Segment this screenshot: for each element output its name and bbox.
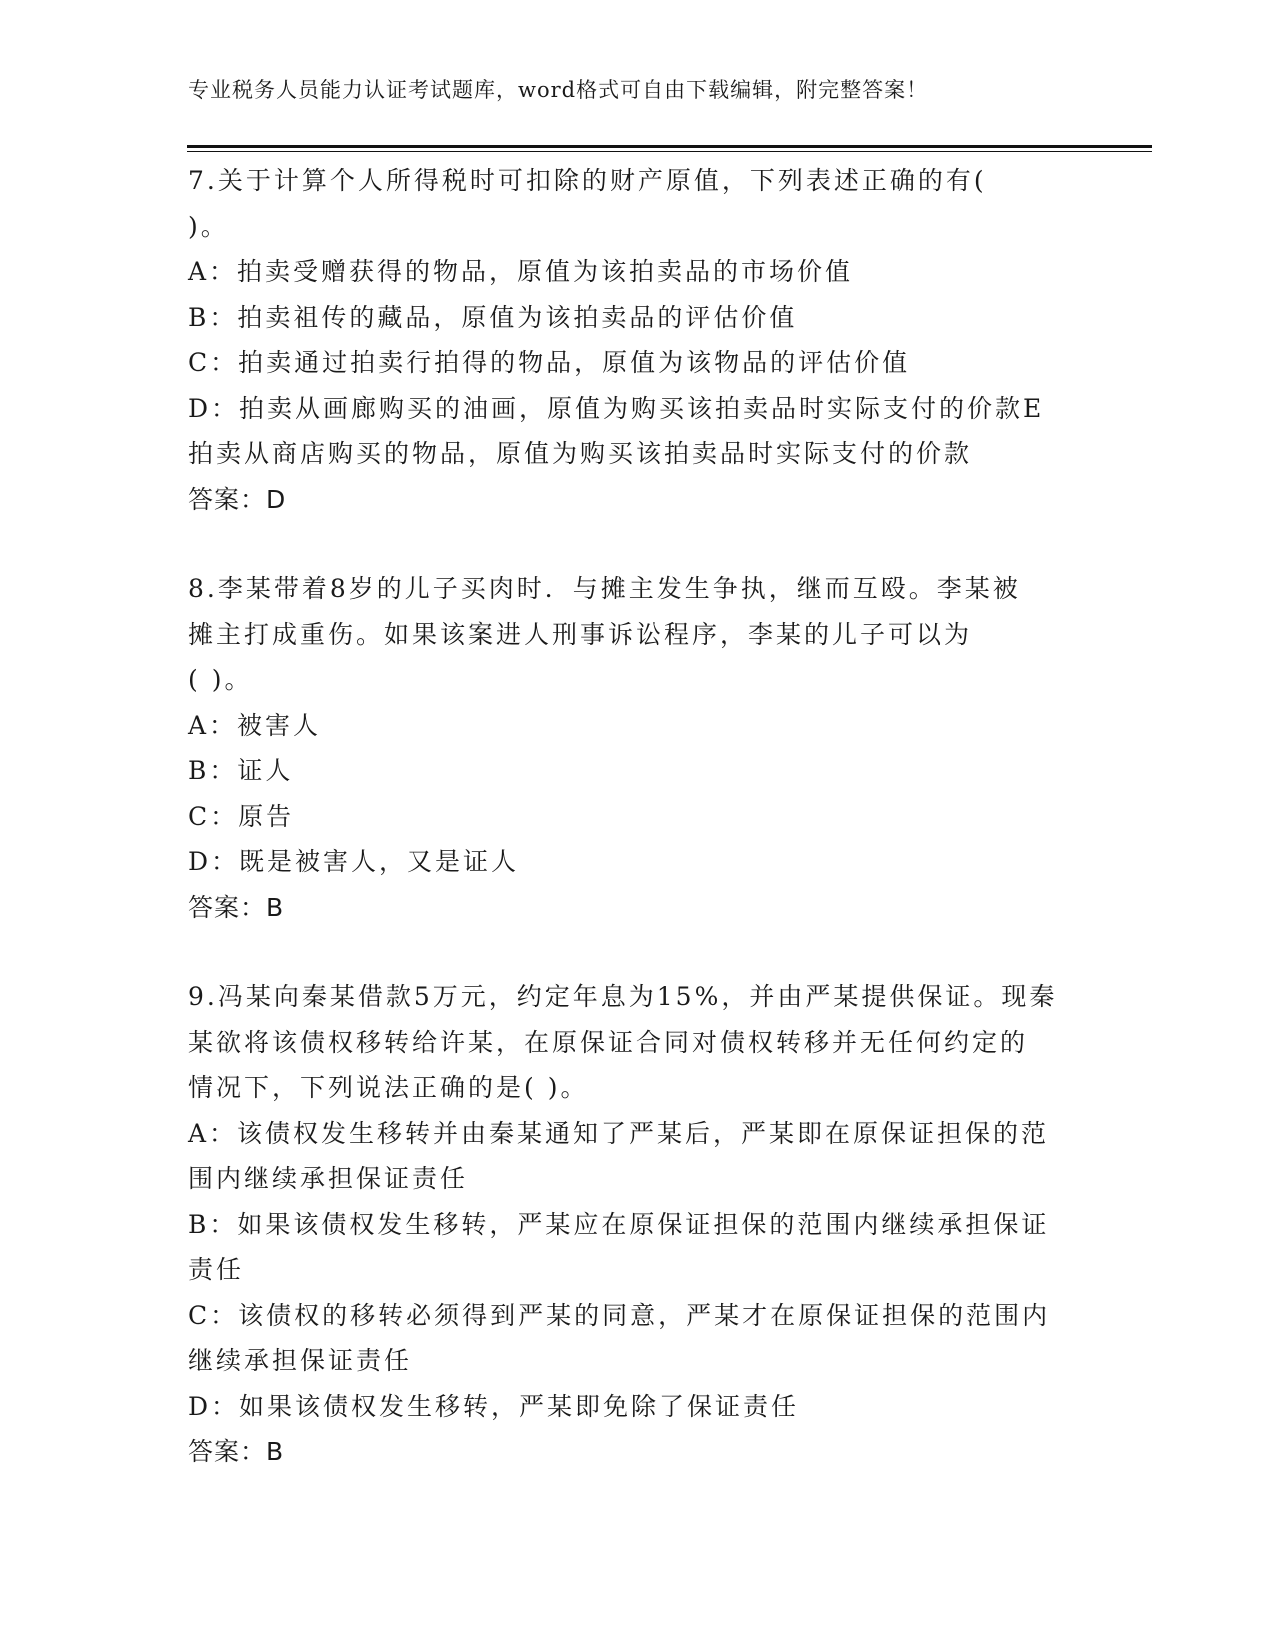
- question-spacer: [188, 522, 1088, 566]
- answer-label: 答案：B: [188, 892, 285, 922]
- question-spacer: [188, 930, 1088, 974]
- question-stem-line: 情况下，下列说法正确的是( )。: [188, 1073, 589, 1102]
- option-a-continued: 围内继续承担保证责任: [188, 1164, 469, 1193]
- question-stem-line: 8.李某带着8岁的儿子买肉时．与摊主发生争执，继而互殴。李某被: [188, 574, 1021, 603]
- option-a: A：拍卖受赠获得的物品，原值为该拍卖品的市场价值: [188, 257, 854, 286]
- option-d: D：既是被害人，又是证人: [188, 847, 520, 876]
- question-9: [188, 974, 1088, 1475]
- question-list: [188, 158, 1088, 1475]
- option-a: A：该债权发生移转并由秦某通知了严某后，严某即在原保证担保的范: [188, 1118, 1050, 1148]
- option-d: D：如果该债权发生移转，严某即免除了保证责任: [188, 1391, 800, 1421]
- option-b: B：如果该债权发生移转，严某应在原保证担保的范围内继续承担保证: [188, 1209, 1050, 1239]
- question-stem-line: 摊主打成重伤。如果该案进人刑事诉讼程序，李某的儿子可以为: [188, 619, 973, 649]
- question-stem-line: 9.冯某向秦某借款5万元，约定年息为15%，并由严某提供保证。现秦: [188, 982, 1058, 1011]
- question-8: [188, 566, 1088, 930]
- option-d: D：拍卖从画廊购买的油画，原值为购买该拍卖品时实际支付的价款E: [188, 393, 1045, 423]
- option-e: 拍卖从商店购买的物品，原值为购买该拍卖品时实际支付的价款: [188, 439, 973, 468]
- question-7: [188, 158, 1088, 522]
- question-stem-line: )。: [188, 211, 229, 241]
- question-stem-line: ( )。: [188, 665, 253, 694]
- header-rule-thick: [187, 145, 1152, 148]
- option-b: B：拍卖祖传的藏品，原值为该拍卖品的评估价值: [188, 302, 798, 332]
- answer-label: 答案：B: [188, 1437, 285, 1466]
- header-rule-thin: [187, 151, 1152, 152]
- option-b: B：证人: [188, 756, 294, 785]
- answer-label: 答案：D: [188, 484, 287, 514]
- question-stem-line: 某欲将该债权移转给许某，在原保证合同对债权转移并无任何约定的: [188, 1027, 1029, 1057]
- page-header: 专业税务人员能力认证考试题库，word格式可自由下载编辑，附完整答案！: [188, 78, 929, 102]
- option-b-continued: 责任: [188, 1255, 245, 1284]
- question-stem-line: 7.关于计算个人所得税时可扣除的财产原值，下列表述正确的有(: [188, 166, 987, 195]
- option-c: C：该债权的移转必须得到严某的同意，严某才在原保证担保的范围内: [188, 1300, 1051, 1330]
- option-c: C：拍卖通过拍卖行拍得的物品，原值为该物品的评估价值: [188, 348, 911, 377]
- option-a: A：被害人: [188, 710, 322, 740]
- option-c-continued: 继续承担保证责任: [188, 1346, 413, 1375]
- option-c: C：原告: [188, 801, 295, 831]
